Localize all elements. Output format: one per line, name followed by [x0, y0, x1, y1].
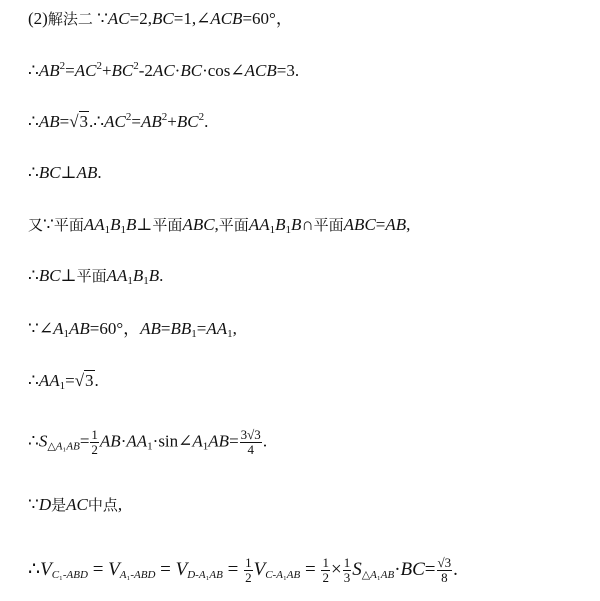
solution-line-1: (2)解法二 ∵AC=2,BC=1,∠ACB=60°，: [28, 9, 293, 28]
part-label: (2): [28, 9, 48, 28]
solution-line-4: ∴BC⊥AB.: [28, 163, 102, 182]
solution-line-9: $\therefore S_{\triangle A_1AB}=$ $\frac{1}{2}$ $AB\cdot AA_1\cdot\sin\angle A_1AB=$ $\frac{3√3}{4}$ .: [28, 427, 268, 457]
solution-line-5: 又∵平面$AA_1B_1B\perp$平面ABC,平面$AA_1B_1B\cap$平面ABC=AB,: [28, 215, 411, 236]
solution-line-6: ∴BC⊥平面$AA_1B_1B$.: [28, 266, 164, 287]
solution-line-10: ∵D是AC中点,: [28, 495, 123, 514]
solution-line-8: $\therefore AA_1=√3$.: [28, 371, 99, 392]
solution-line-11: $\therefore V_{C_1-ABD} = V_{A_1-ABD} = V_{D-A_1AB}$ = $\frac{1}{2}$ $V_{C-A_1AB}$ = $\frac{1}{2}$ × $\frac{1}{3}$ $S_{\triangle A_1AB}\cdot BC=$ $\frac{√3}{8}$ .: [28, 555, 458, 585]
solution-line-2: $\therefore AB^2=AC^2+BC^2-2AC\cdot BC\cdot\cos\angle ACB=3$.: [28, 60, 300, 80]
method-heading: 解法二: [47, 10, 93, 28]
solution-line-3: $\therefore AB=√3.\therefore AC^2=AB^2+BC^2$.: [28, 111, 209, 131]
solution-line-7: $\because\angle A_1AB=60^\circ$，$AB=BB_1=AA_1$,: [28, 319, 237, 340]
